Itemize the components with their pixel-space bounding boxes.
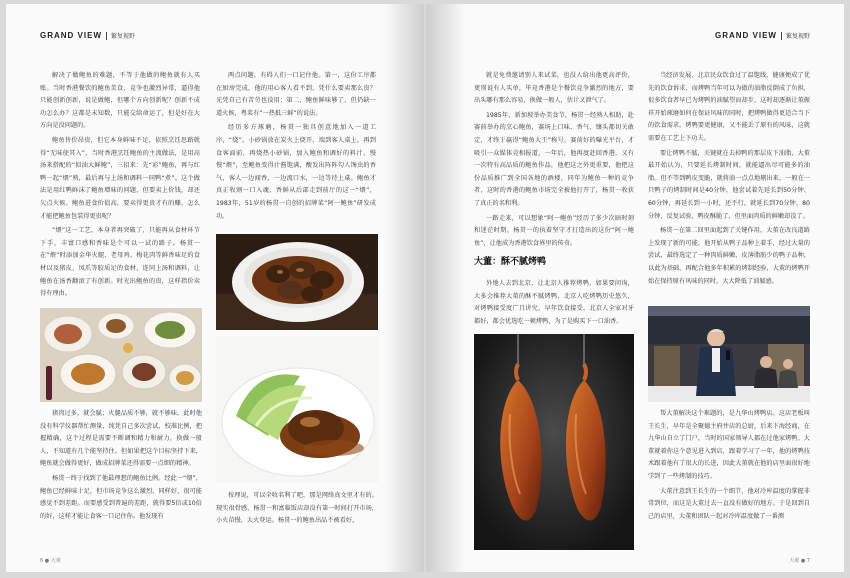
page-number-left: 6 ● 大观 xyxy=(40,558,61,564)
page-number-right: 大观 ● 7 xyxy=(789,558,810,564)
article-column-4-bottom xyxy=(648,408,810,550)
gutter-shadow xyxy=(384,4,424,572)
article-column-2-bottom xyxy=(216,490,378,550)
paragraph: 大董注意到王长生的一个细节，他对冷库温度的掌握非常到位，而这是大董过去一直没有做好的地方。于是回到自己的店里，大董和团队一起对冷库温度做了一番测 xyxy=(648,487,810,520)
article-column-3-top xyxy=(474,70,634,254)
page-header-right xyxy=(715,31,810,40)
paragraph: 要让烤鸭不腻，关键就在去掉鸭的那层皮下油脂，大董最开始认为，只要延长烤制时间，就能逼出尽可能多的油脂。但不等到鸭皮变脆，就将油一点点地剔出来。一般在一只鸭子的烤制时间是40分钟，他尝试着先延长到50分钟、60分钟，再延长到一小时，还不行，就延长到70分钟、80分钟，反复试验，鸭皮酥脆了，但里面肉质的鲜嫩却没了。 xyxy=(648,149,810,220)
column-name: 繁复视野 xyxy=(111,33,136,40)
paragraph: 经历多方琢磨，杨贯一独具创意地加入一道工序，“烧”。小砂锅放在炭火上烧开，端到客人桌上，再到食客面前，再烧热小砂锅，加入鲍鱼和调好的料汁，慢慢“煨”，至鲍鱼变得汁酱饱满，酸发出阵阵勾人馋虫的香气，客人一边闻香，一边流口水，一边等待上桌。鲍鱼才真正收割一口入魂，香鲜从后部走到前厅的这一“煨”，1983年，51岁的杨贯一自创的招牌菜“阿一鲍鱼”研发成功。 xyxy=(216,124,376,220)
article-column-1-bottom xyxy=(40,408,202,548)
paragraph: 猪肉过多，就会腻；火腿品质不够，就不够味。此时他没有科学仪器帮忙测量，纯凭自己多次尝试，校准比例，把握精确，这个过程是需要不断调和精力和耐力，换做一般人，不知道有几个能坚持住。但如果把这个目标坚持下来，鲍鱼就会做得更好，做成招牌菜还得需要一点细的精神。 xyxy=(40,410,202,468)
column-name: 繁复视野 xyxy=(785,33,810,40)
paragraph: 杨贯一在第二回里面起到了关键作用，大董在改良道路上发现了新的可能，他开始从鸭子品种上着手，经过大量的尝试，最终选定了一种肉质鲜嫩、皮薄脂肪少的鸭子品种，以此为基础，再配合他多年积累的烤制经验，大董的烤鸭开始在保持原有风味的同时，大大降低了油腻感。 xyxy=(648,227,810,285)
paragraph: 鲍鱼售价昂贵，但它本身鲜味不足，依照烹饪思路就得“无味使其入”，当时香港烹饪鲍鱼的主流做法，是用高汤来搭配的“拟油大鲜鲍”，三招来：先“彩”鲍鱼，再与红鸭一起“煨”熟，最后再与上汤和调料一同鸭“煮”。这个做法是用红鸭鲜沫了鲍鱼增味的问题，但要卖上价钱，却还欠点火候。鲍鱼进食价值高，要卖得更贵才有的赚。怎么才能把鲍鱼包装得更贵呢？ xyxy=(40,136,200,220)
header-divider xyxy=(106,32,107,40)
abalone-with-lettuce-photo xyxy=(216,336,378,482)
gutter-shadow xyxy=(426,4,466,572)
banquet-dishes-photo xyxy=(40,308,202,402)
paragraph: 杨贯一终于找到了他最理想的鲍鱼比例。经此一“煨”，鲍鱼已经鲜味十足，但市场竞争这么激烈，同样好，很可能感觉不到差距。而要感受到普遍的差距，就得要5倍或10倍的好，这样才能让食客一口记住你。他发现有 xyxy=(40,474,202,520)
braised-abalone-claypot-photo xyxy=(216,234,378,330)
page-header-left xyxy=(40,31,135,40)
paragraph: 就是免费邀请别人来试菜，也没人给出他更高评价，更别说有人买单，毕竟香港是个餐饮竞争激烈的地方，要出头哪有那么容易，换做一般人，估计又泄气了。 xyxy=(474,72,634,105)
right-page xyxy=(426,4,844,572)
article-column-1-top xyxy=(40,70,200,302)
magazine-brand: GRAND VIEW xyxy=(40,31,102,40)
header-divider xyxy=(781,32,782,40)
paragraph: 1985年，新加坡举办美食节，杨贯一经熟人相助，赴赛前举办的烹心鲍鱼，赛场上口味、香气、镶头都切关敢定，才终于赢得“鲍鱼大王”称号。赛前好的曝光平台，才吸引一众媒体竞相报道，一年后，他再度赴回香港，又有一次特有高品质的鲍鱼作品，他把这之外更重要，他把这份品质推广到全国各地的酒楼，同年为鲍鱼一种的竞争者，这时的香港的鲍鱼市场完全被他打开了，杨贯一收获了真正的名和利。 xyxy=(474,111,634,207)
article-column-4-top xyxy=(648,70,810,302)
paragraph: “煨”这一工艺，本身者再突破了，只能再从食材环节下手，丰富口感和香味是个可以一试的路子。杨贯一在“煨”时添加金华火腿、老母鸡、梅花肉等鲜香味足的食材以及猪皮、凤爪等胶质足的食材，连同上汤和调料，让鲍鱼在汤香翻滚了有创新。时光出鲍鱼的贵，这样指价卖得有理由。 xyxy=(40,227,200,298)
paragraph: 当经济发展，北京民众饮食过了温饱线，健康便成了优先的饮食诉求，而烤鸭当年可以为傲的油脂反倒成了负担，很多饮食者早已为烤鸭的油腻望而却步，这时却逐渐让董振祥开始琢磨如何在保证风味的同时，把烤鸭做得更适合当下的饮食需求。烤鸭要更健康，又不能丢了原有的风味，这就需要在工艺上下功夫。 xyxy=(648,72,810,142)
left-page xyxy=(6,4,424,572)
hanging-roast-ducks-photo xyxy=(474,334,634,550)
paragraph: 外地人去到北京，让北京人推荐烤鸭，如果要问询，大多会推荐大董的酥不腻烤鸭，北京人吃烤鸭历史悠久，对烤鸭接受度广且讲究，早年饮食接受，北京人全家对牙都好，都会优选吃一顿烤鸭，为了是购买下一口油香。 xyxy=(474,280,634,325)
paragraph: 解决了做鲍鱼的难题，不等于他做的鲍鱼就有人买账。当时香港餐饮的鲍鱼美食，竞争也激烈异常，逼得他只能创新创新，说是做鲍，但哪个方向创新呢？创新不成功怎么办？这都是未知数，只能交给命运了，但是好在大方向是没问题的。 xyxy=(40,72,200,130)
article-column-3-mid xyxy=(474,278,634,330)
article-column-2-top xyxy=(216,70,376,230)
section-heading: 大董：酥不腻烤鸭 xyxy=(474,257,547,267)
paragraph: 帮大董解决这个难题的，是九华山烤鸭店。这店老板叫王长生，早年是全聚德主府井店的总厨，后来下海经商，在九华山自立了门户，当时的国家领导人都在过他家烤鸭。大董就着你这个意见进入到店，跟着学习了一年，他的烤鸭技术跟着他有了很大的长进，因此大董就在他的店里面很好地学到了一些烤制的技巧。 xyxy=(648,410,810,480)
paragraph: 两点问题，有碍人们一口记住他。第一，这份工序都在厨房完成，他的用心客人看不到，凭什么要卖那么贵？光凭自己有苦劳也没用；第二，鲍鱼鲜味够了，但仍缺一道火候，粤菜有“一热抵三鲜”的说法。 xyxy=(216,72,376,117)
paragraph: 一路走来，可以想象“阿一鲍鱼”经历了多少次暗时刻和迷茫时期。杨贯一的执着坚守才打造出的这份“阿一鲍鱼”，让他成为香港饮食界里的传奇。 xyxy=(474,214,634,247)
paragraph: 按理说，可以全收名利了吧，那是网络真文里才有的。现实很骨感，杨贯一和富临饭店却没有第一时间打开市场，小火苗慢，大火登运。杨贯一的鲍鱼出品不被看好， xyxy=(216,492,378,525)
chef-speaking-photo xyxy=(648,306,810,402)
magazine-brand: GRAND VIEW xyxy=(714,31,777,40)
